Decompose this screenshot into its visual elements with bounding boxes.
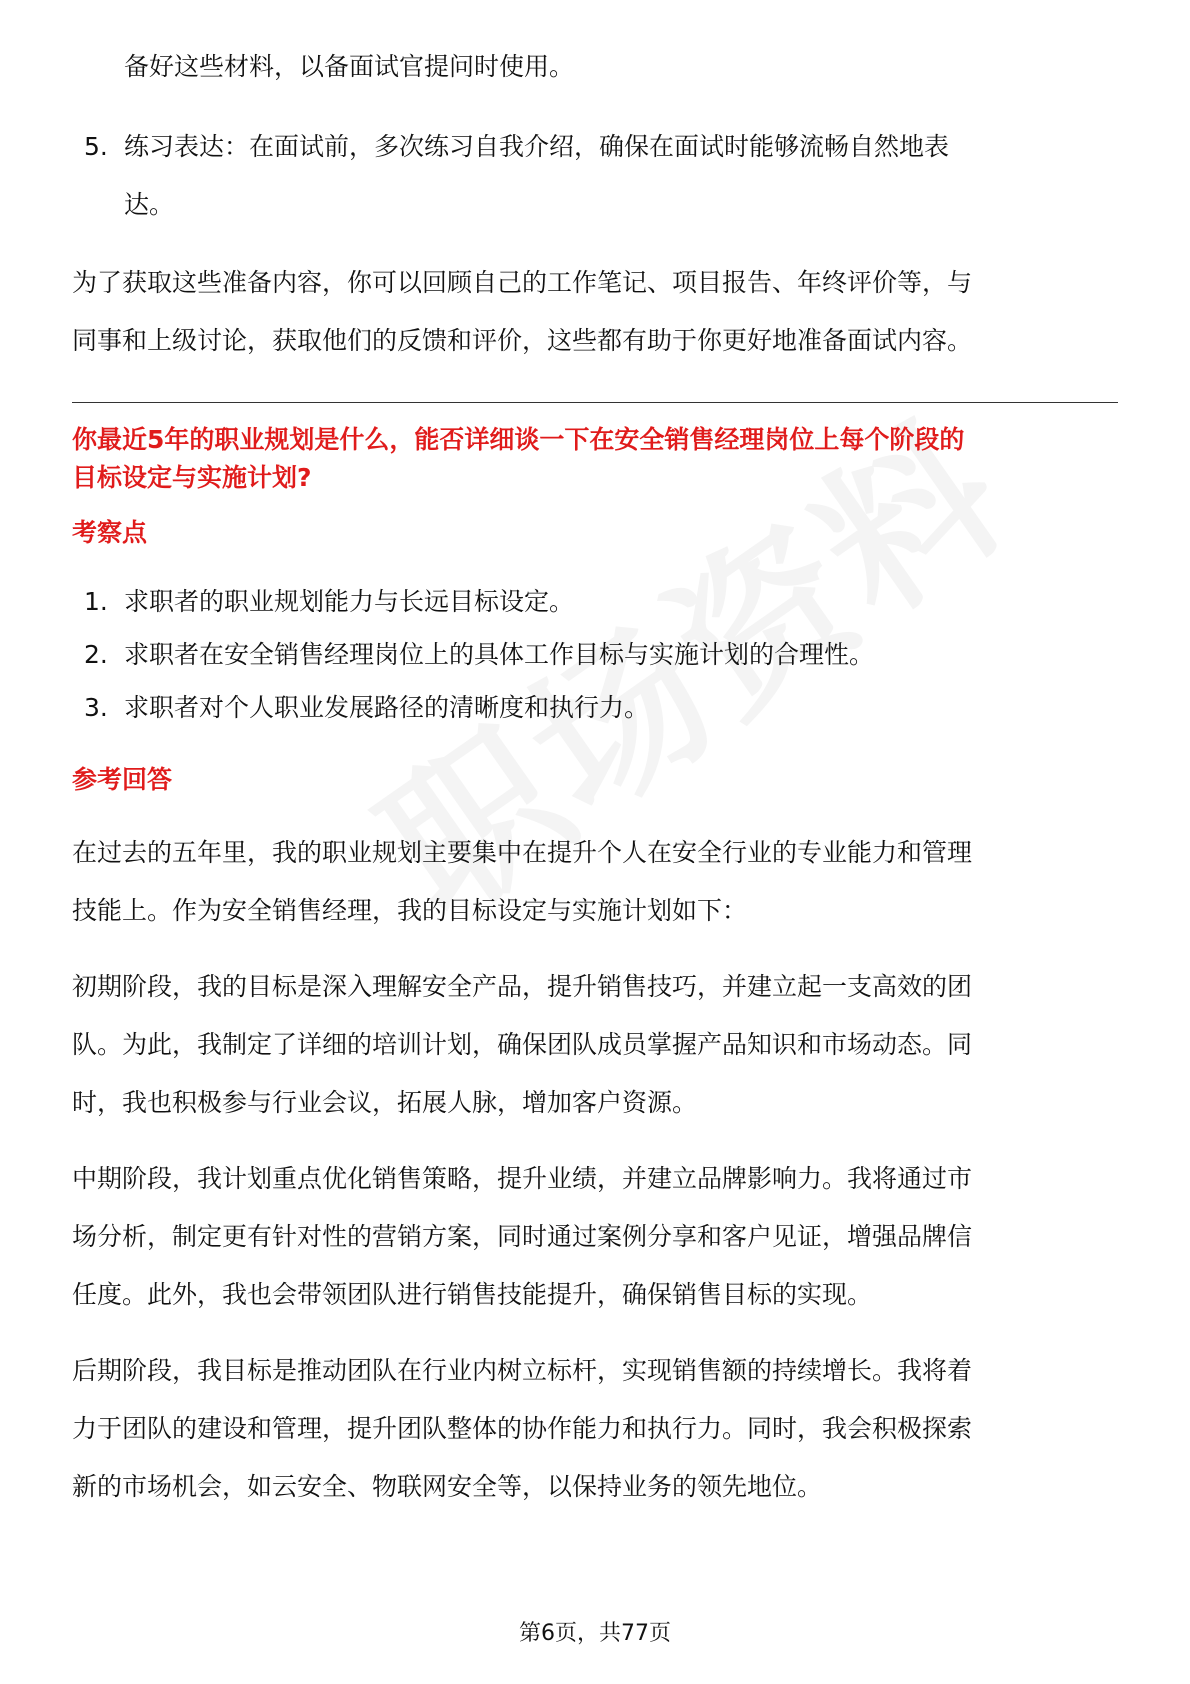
list-number: 1. (84, 587, 108, 616)
list-number: 3. (84, 693, 108, 722)
summary-paragraph (72, 254, 1118, 370)
list-continuation: 备好这些材料，以备面试官提问时使用。 (124, 52, 575, 81)
section-divider (72, 402, 1118, 403)
page-number: 第6页，共77页 (519, 1621, 671, 1646)
focus-heading: 考察点 (72, 518, 148, 547)
list-text-line: 达。 (124, 190, 175, 219)
question-line: 目标设定与实施计划? (72, 463, 312, 492)
paragraph-line: 技能上。作为安全销售经理，我的目标设定与实施计划如下： (72, 896, 748, 925)
paragraph-line: 时，我也积极参与行业会议，拓展人脉，增加客户资源。 (72, 1088, 698, 1117)
answer-paragraph (72, 1342, 1118, 1516)
answer-heading: 参考回答 (72, 765, 173, 794)
focus-list (72, 575, 1118, 734)
list-item (72, 575, 1118, 628)
list-number: 5. (84, 132, 108, 161)
list-item (72, 628, 1118, 681)
paragraph-line: 中期阶段，我计划重点优化销售策略，提升业绩，并建立品牌影响力。我将通过市 (72, 1164, 973, 1193)
paragraph-line: 任度。此外，我也会带领团队进行销售技能提升，确保销售目标的实现。 (72, 1280, 873, 1309)
paragraph-line: 力于团队的建设和管理，提升团队整体的协作能力和执行力。同时，我会积极探索 (72, 1414, 973, 1443)
list-text: 求职者的职业规划能力与长远目标设定。 (124, 587, 575, 616)
answer-paragraph (72, 824, 1118, 940)
question-line: 你最近5年的职业规划是什么，能否详细谈一下在安全销售经理岗位上每个阶段的 (72, 425, 965, 454)
list-text: 求职者在安全销售经理岗位上的具体工作目标与实施计划的合理性。 (124, 640, 875, 669)
answer-paragraph (72, 1150, 1118, 1324)
list-text: 求职者对个人职业发展路径的清晰度和执行力。 (124, 693, 650, 722)
paragraph-line: 初期阶段，我的目标是深入理解安全产品，提升销售技巧，并建立起一支高效的团 (72, 972, 973, 1001)
paragraph-line: 在过去的五年里，我的职业规划主要集中在提升个人在安全行业的专业能力和管理 (72, 838, 973, 867)
paragraph-line: 队。为此，我制定了详细的培训计划，确保团队成员掌握产品知识和市场动态。同 (72, 1030, 973, 1059)
paragraph-line: 为了获取这些准备内容，你可以回顾自己的工作笔记、项目报告、年终评价等，与 (72, 268, 973, 297)
list-item-5 (72, 118, 1118, 234)
paragraph-line: 场分析，制定更有针对性的营销方案，同时通过案例分享和客户见证，增强品牌信 (72, 1222, 973, 1251)
list-number: 2. (84, 640, 108, 669)
paragraph-line: 新的市场机会，如云安全、物联网安全等，以保持业务的领先地位。 (72, 1472, 823, 1501)
list-text-line: 练习表达：在面试前，多次练习自我介绍，确保在面试时能够流畅自然地表 (124, 132, 950, 161)
paragraph-line: 同事和上级讨论，获取他们的反馈和评价，这些都有助于你更好地准备面试内容。 (72, 326, 973, 355)
paragraph-line: 后期阶段，我目标是推动团队在行业内树立标杆，实现销售额的持续增长。我将着 (72, 1356, 973, 1385)
question-title (72, 421, 1118, 497)
document-body (72, 0, 1118, 1516)
list-item (72, 681, 1118, 734)
answer-paragraph (72, 958, 1118, 1132)
